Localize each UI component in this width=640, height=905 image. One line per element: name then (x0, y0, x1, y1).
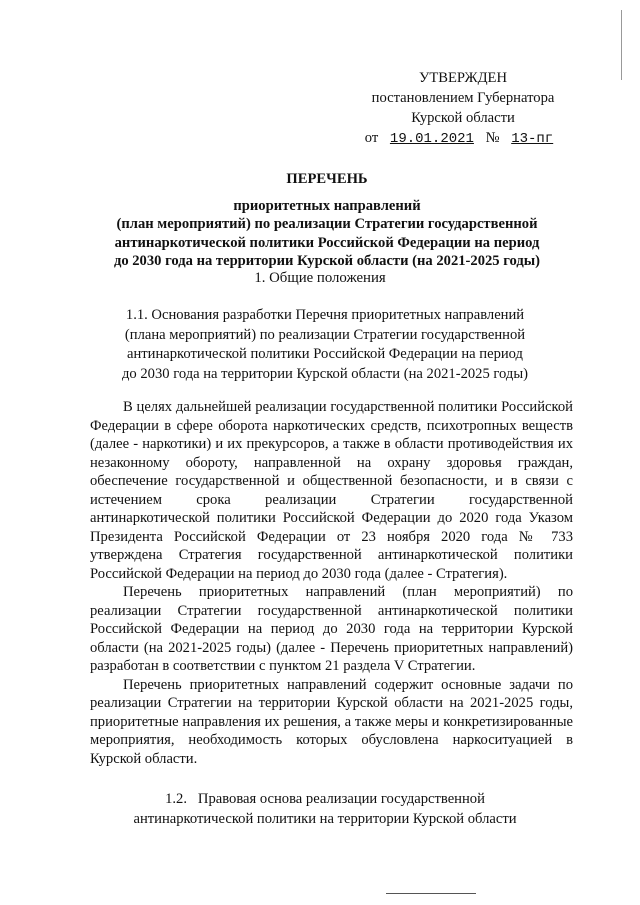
scan-edge-mark (621, 10, 622, 80)
approval-by: постановлением Губернатора (371, 90, 555, 106)
body-text (90, 398, 573, 768)
approval-title: УТВЕРЖДЕН (419, 70, 507, 86)
subsection-1-1-line-2: (плана мероприятий) по реализации Стратегии государственной (124, 326, 526, 343)
title-line-4: до 2030 года на территории Курской области (на 2021-2025 годы) (113, 253, 541, 269)
subsection-1-2-heading (100, 790, 550, 829)
approval-stamp (358, 68, 568, 149)
date-prefix: от (364, 130, 379, 146)
subsection-1-2-line-2: антинаркотической политики на территории Курской области (133, 810, 517, 827)
subsection-1-2-line-1: 1.2. Правовая основа реализации государственной (165, 791, 485, 807)
approval-date: 19.01.2021 (389, 131, 474, 147)
title-line-2: (план мероприятий) по реализации Стратегии государственной (116, 216, 538, 232)
subsection-1-1-heading (95, 306, 555, 384)
document-title (92, 170, 562, 271)
subsection-1-1-line-1: 1.1. Основания разработки Перечня приоритетных направлений (125, 307, 525, 323)
paragraph-3: Перечень приоритетных направлений содержит основные задачи по реализации Стратегии на территории Курской области на 2021-2025 годы, приоритетные направления их решения, а также меры и конкретизированные мероприятия, необходимость которых обусловлена наркоситуацией в Курской области. (90, 676, 573, 767)
subsection-1-1-line-3: антинаркотической политики Российской Федерации на период (127, 346, 523, 362)
approval-date-line (358, 128, 568, 149)
number-prefix: № (485, 130, 500, 146)
subsection-1-1-line-4: до 2030 года на территории Курской области (на 2021-2025 годы) (121, 365, 528, 382)
title-line-3: антинаркотической политики Российской Федерации на период (114, 234, 540, 251)
approval-number: 13-пг (511, 131, 554, 147)
section-heading: 1. Общие положения (254, 270, 386, 286)
title-line-1: приоритетных направлений (233, 197, 421, 214)
paragraph-1: В целях дальнейшей реализации государственной политики Российской Федерации в сфере оборота наркотических средств, психотропных веществ (далее - наркотики) и их прекурсоров, а также в области противодействия их незаконному обороту, направленной на охрану здоровья граждан, обеспечение государственной и общественной безопасности, и в связи с истечением срока реализации Стратегии государственной антинаркотической политики Российской Федерации до 2020 года Указом Президента Российской Федерации от 23 ноября 2020 года № 733 утверждена Стратегия государственной антинаркотической политики Российской Федерации на период до 2030 года (далее - Стратегия). (90, 399, 573, 582)
title-main: ПЕРЕЧЕНЬ (286, 171, 368, 187)
footer-rule (386, 893, 476, 894)
approval-region: Курской области (411, 110, 515, 126)
paragraph-2: Перечень приоритетных направлений (план мероприятий) по реализации Стратегии государственной антинаркотической политики Российской Федерации на период до 2030 года на территории Курской области (на 2021-2025 годы) (далее - Перечень приоритетных направлений) разработан в соответствии с пунктом 21 раздела V Стратегии. (90, 584, 573, 674)
